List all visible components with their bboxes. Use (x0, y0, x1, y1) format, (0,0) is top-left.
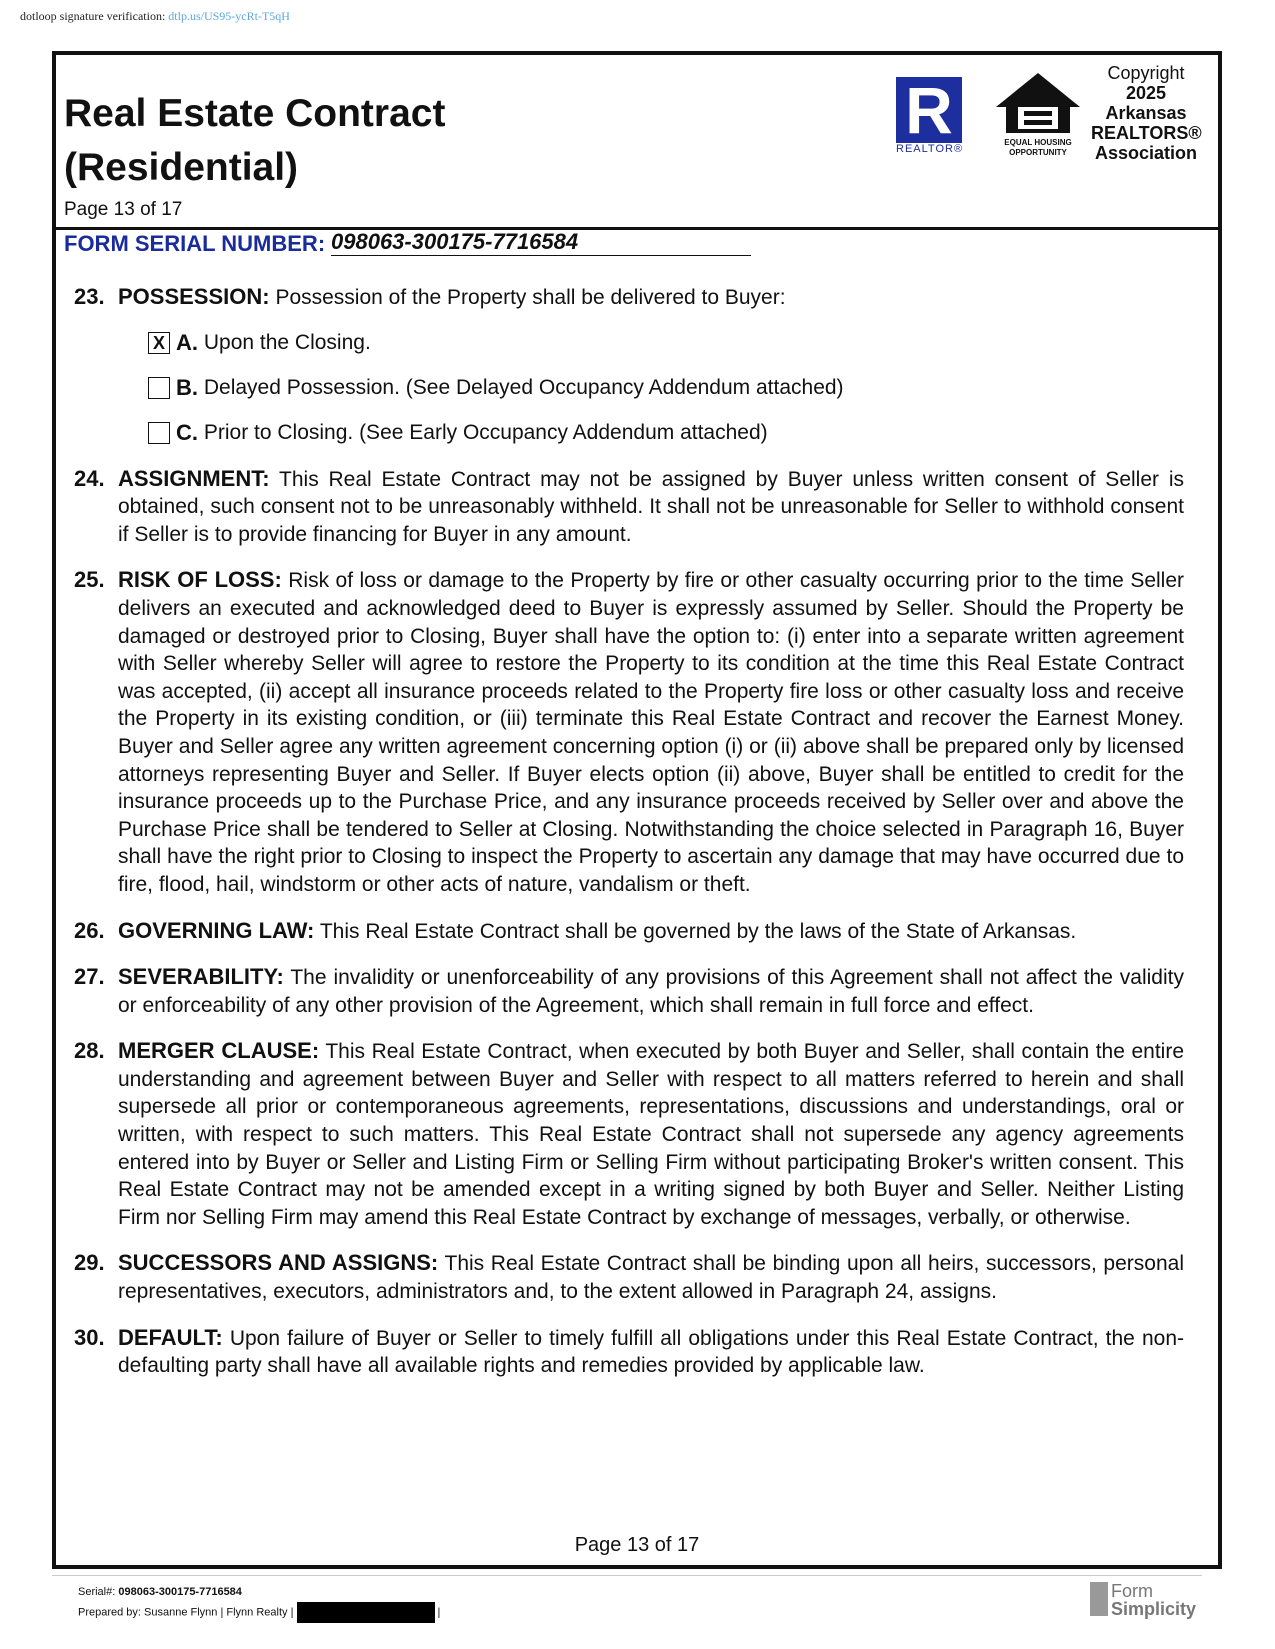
section-25 (74, 566, 1184, 898)
section-27 (74, 963, 1184, 1019)
eho-line-1: EQUAL HOUSING (1004, 138, 1072, 147)
verification-label: dotloop signature verification: (20, 9, 166, 23)
section-text (118, 917, 1184, 946)
redacted-block (297, 1602, 435, 1623)
section-number: 24. (74, 465, 105, 491)
brand-line-2: Simplicity (1111, 1599, 1197, 1619)
section-heading: GOVERNING LAW: (118, 917, 315, 943)
title-line-2: (Residential) (64, 146, 299, 189)
section-29 (74, 1249, 1184, 1305)
section-text (118, 465, 1184, 549)
section-body: This Real Estate Contract may not be assigned by Buyer unless written consent of Seller is obtained, such consent not to be unreasonably withheld. It shall not be unreasonable for Seller to withhold consent if Seller is to provide financing for Buyer in any amount. (118, 467, 1184, 546)
page-number: Page 13 of 17 (64, 199, 183, 220)
page-title (64, 87, 445, 195)
copyright-notice (1091, 63, 1201, 163)
page-footer-number: Page 13 of 17 (574, 1534, 700, 1556)
form-simplicity-logo (1090, 1582, 1196, 1618)
section-body: Possession of the Property shall be delivered to Buyer: (275, 286, 786, 309)
option-letter: B. (176, 375, 198, 401)
section-24 (74, 465, 1184, 549)
section-body: Upon failure of Buyer or Seller to timely fulfill all obligations under this Real Estate Contract, the non-defaulting party shall have all available rights and remedies provided by applicable law. (118, 1326, 1184, 1378)
copyright-line: REALTORS® (1091, 123, 1202, 143)
signature-verification (20, 9, 290, 24)
section-number: 23. (74, 284, 105, 309)
serial-number: 098063-300175-7716584 (331, 229, 751, 256)
verification-link[interactable]: dtlp.us/US95-ycRt-T5qH (168, 9, 290, 23)
section-body: Risk of loss or damage to the Property by fire or other casualty occurring prior to the time Seller delivers an executed and acknowledged deed to Buyer is expressly assumed by Seller. Should the Property be damaged or destroyed prior to Closing, Buyer shall have the option to: (i) enter into a separate written agreement with Seller whereby Seller will agree to restore the Property to its condition at the time this Real Estate Contract was accepted, (ii) accept all insurance proceeds related to the Property fire loss or other casualty loss and receive the Property in its existing condition, or (iii) terminate this Real Estate Contract and recover the Earnest Money. Buyer and Seller agree any written agreement concerning option (i) or (ii) above shall be prepared only by licensed attorneys representing Buyer and Seller. If Buyer elects option (ii) above, Buyer shall be entitled to credit for the insurance proceeds up to the Purchase Price, and any insurance proceeds received by Seller over and above the Purchase Price shall be tendered to Seller at Closing. Notwithstanding the choice selected in Paragraph 16, Buyer shall have the right prior to Closing to inspect the Property to ascertain any damage that may have occurred due to fire, flood, hail, windstorm or other acts of nature, vandalism or theft. (118, 569, 1185, 896)
copyright-line: Arkansas (1105, 103, 1187, 123)
copyright-line: Copyright (1107, 63, 1185, 83)
section-number: 29. (74, 1250, 105, 1276)
realtor-logo: R REALTOR® (896, 77, 966, 155)
copyright-line: 2025 (1125, 83, 1167, 103)
option-text: Upon the Closing. (203, 331, 371, 355)
section-number: 26. (74, 917, 105, 943)
option-text: Prior to Closing. (See Early Occupancy Addendum attached) (203, 421, 768, 445)
section-number: 30. (74, 1324, 105, 1350)
checkbox[interactable] (148, 422, 170, 444)
section-text (118, 1249, 1184, 1305)
footer-info: Serial#: 098063-300175-7716584 Prepared by: Susanne Flynn | Flynn Realty | | (78, 1582, 440, 1623)
equal-housing-logo (992, 69, 1084, 158)
document-icon (1090, 1582, 1108, 1616)
section-heading: RISK OF LOSS: (118, 567, 282, 593)
footer-serial-label: Serial#: (78, 1586, 116, 1598)
copyright-line: Association (1094, 143, 1198, 163)
section-text (118, 283, 1184, 447)
section-body: This Real Estate Contract, when executed by both Buyer and Seller, shall contain the entire understanding and agreement between Buyer and Seller with respect to all matters referred to herein and shall supersede all prior or contemporaneous agreements, representations, discussions and understandings, oral or written, with respect to such matters. This Real Estate Contract shall not supersede any agency agreements entered into by Buyer or Seller and Listing Firm or Selling Firm without participating Broker's written consent. This Real Estate Contract may not be amended except in a writing signed by both Buyer and Seller. Neither Listing Firm nor Selling Firm may amend this Real Estate Contract by exchange of messages, verbally, or otherwise. (118, 1040, 1184, 1229)
section-heading: POSSESSION: (118, 284, 270, 309)
footer-divider (52, 1575, 1202, 1576)
section-heading: ASSIGNMENT: (118, 465, 270, 491)
option-text: Delayed Possession. (See Delayed Occupancy Addendum attached) (203, 376, 844, 400)
section-28 (74, 1037, 1184, 1231)
form-frame (52, 51, 1222, 1569)
prepared-by: Prepared by: Susanne Flynn | Flynn Realty | (78, 1606, 294, 1619)
form-header (56, 55, 1218, 230)
section-26 (74, 917, 1184, 946)
possession-option (148, 330, 1184, 357)
checkbox[interactable]: X (148, 332, 170, 354)
section-number: 25. (74, 567, 105, 593)
checkbox[interactable] (148, 377, 170, 399)
section-body: This Real Estate Contract shall be governed by the laws of the State of Arkansas. (319, 919, 1077, 943)
section-number: 28. (74, 1038, 105, 1064)
eho-line-2: OPPORTUNITY (1009, 148, 1067, 157)
serial-label: FORM SERIAL NUMBER: (64, 231, 326, 256)
section-text (118, 1324, 1184, 1380)
section-heading: SUCCESSORS AND ASSIGNS: (118, 1250, 439, 1276)
section-heading: SEVERABILITY: (118, 964, 284, 990)
footer-serial-value: 098063-300175-7716584 (118, 1586, 242, 1598)
section-30 (74, 1324, 1184, 1380)
section-text (118, 1037, 1184, 1231)
section-body: The invalidity or unenforceability of any provisions of this Agreement shall not affect the validity or enforceability of any other provision of the Agreement, which shall remain in full force and effect. (118, 966, 1184, 1017)
possession-option (148, 420, 1184, 447)
option-letter: A. (176, 330, 198, 356)
section-number: 27. (74, 964, 105, 990)
brand-line-1: Form (1111, 1581, 1153, 1601)
section-23 (74, 283, 1184, 447)
section-body: This Real Estate Contract shall be binding upon all heirs, successors, personal representatives, executors, administrators and, to the extent allowed in Paragraph 24, assigns. (118, 1252, 1184, 1304)
possession-option (148, 375, 1184, 402)
realtor-logo-text: REALTOR® (896, 143, 964, 155)
section-heading: DEFAULT: (118, 1324, 223, 1350)
house-icon (992, 69, 1084, 133)
section-text (118, 566, 1184, 898)
contract-body (74, 283, 1184, 1398)
section-text (118, 963, 1184, 1019)
section-heading: MERGER CLAUSE: (118, 1038, 320, 1064)
option-letter: C. (176, 420, 198, 446)
title-line-1: Real Estate Contract (64, 92, 446, 135)
